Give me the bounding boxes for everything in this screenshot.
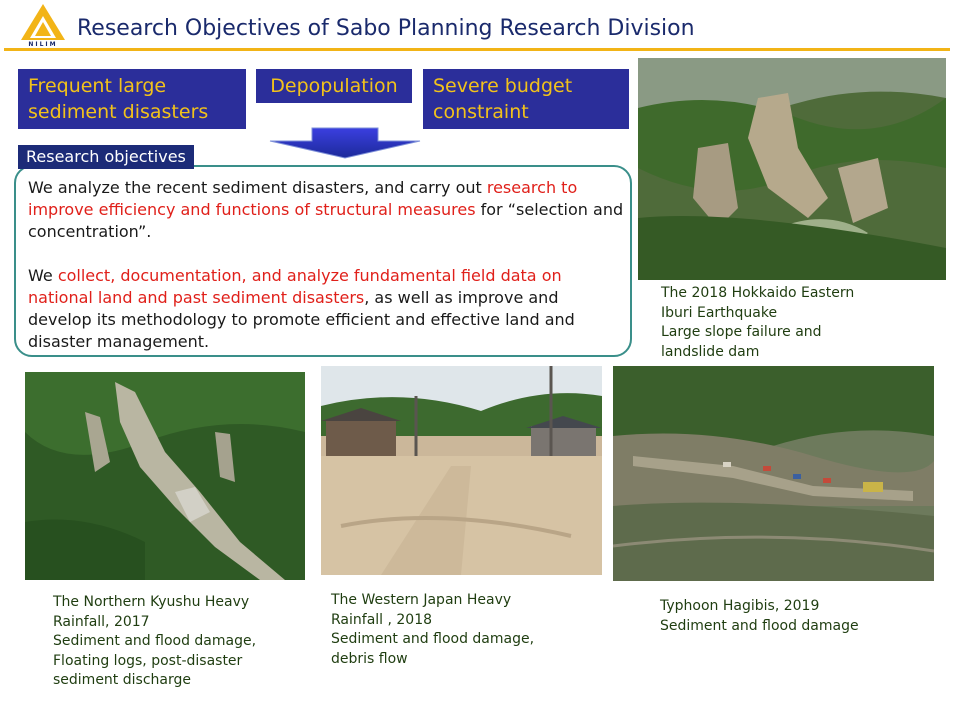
caption-hagibis [660, 597, 859, 636]
photo-kyushu-valley [25, 372, 305, 580]
down-arrow-icon [268, 127, 422, 159]
caption-western-japan [331, 591, 534, 669]
objective-paragraph-2 [28, 265, 624, 353]
logo-text: NILIM [28, 41, 58, 48]
factor-depopulation [256, 69, 412, 103]
caption-line: debris flow [331, 650, 408, 667]
caption-line: Sediment and flood damage [660, 617, 859, 634]
caption-hokkaido [661, 284, 854, 362]
caption-line: sediment discharge [53, 672, 191, 688]
factor-line: Depopulation [270, 75, 398, 97]
logo-triangle-icon [18, 2, 68, 42]
caption-line: Sediment and flood damage, [53, 633, 257, 649]
objective-text: We analyze the recent sediment disasters, and carry out [28, 178, 487, 197]
objectives-label: Research objectives [18, 145, 194, 169]
objective-paragraph-1 [28, 177, 624, 243]
objective-text: We [28, 266, 58, 285]
caption-kyushu [53, 593, 256, 691]
factor-budget-constraint [423, 69, 629, 129]
factor-line: sediment disasters [28, 101, 209, 123]
caption-line: Typhoon Hagibis, 2019 [660, 598, 820, 614]
caption-line: Rainfall , 2018 [331, 611, 433, 628]
nilim-logo [18, 2, 68, 50]
caption-line: The 2018 Hokkaido Eastern [661, 285, 855, 301]
page-title: Research Objectives of Sabo Planning Research Division [77, 16, 695, 41]
factor-line: constraint [433, 101, 529, 123]
caption-line: Large slope failure and [661, 324, 822, 340]
caption-line: Iburi Earthquake [661, 304, 778, 321]
caption-line: Sediment and flood damage, [331, 631, 535, 647]
photo-western-japan-street [321, 366, 602, 575]
objective-highlight: research to improve efficiency and functions of structural measures [28, 178, 578, 219]
caption-line: The Northern Kyushu Heavy [53, 594, 250, 610]
objective-text: for “selection and concentration”. [28, 200, 624, 241]
objective-text: , as well as improve and develop its methodology to promote efficient and effective land and disaster management. [28, 288, 575, 351]
caption-line: landslide dam [661, 343, 760, 360]
title-divider [4, 48, 950, 51]
caption-line: Rainfall, 2017 [53, 613, 150, 630]
factor-line: Frequent large [28, 75, 167, 97]
photo-hagibis-flood [613, 366, 934, 581]
factor-frequent-disasters [18, 69, 246, 129]
photo-hokkaido-landslide [638, 58, 946, 280]
objective-highlight: collect, documentation, and analyze fundamental field data on national land and past sediment disasters [28, 266, 562, 307]
caption-line: The Western Japan Heavy [331, 592, 512, 608]
factor-line: Severe budget [433, 75, 573, 97]
caption-line: Floating logs, post-disaster [53, 652, 243, 669]
